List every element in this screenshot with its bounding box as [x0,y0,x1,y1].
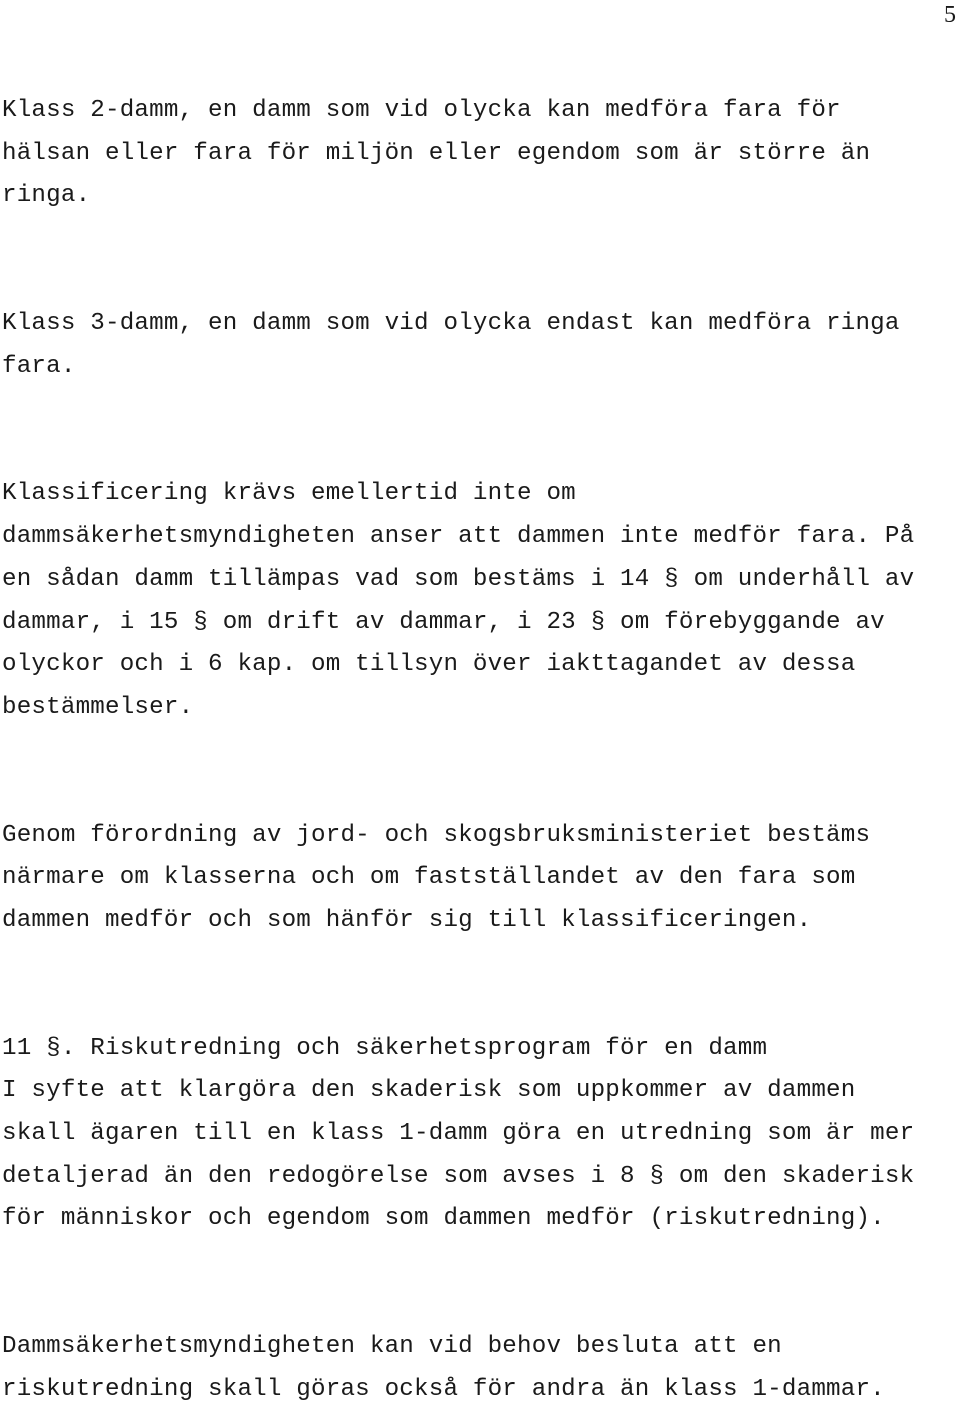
text-line: Klass 2-damm, en damm som vid olycka kan medföra fara för [2,97,841,124]
text-line: ringa. [2,182,91,210]
text-line: dammen medför och som hänför sig till klassificeringen. [2,906,812,934]
text-line: Dammsäkerhetsmyndigheten kan vid behov besluta att en [2,1333,782,1361]
text-line: hälsan eller fara för miljön eller egendom som är större än [2,139,871,167]
text-line: detaljerad än den redogörelse som avses i 8 § om den skaderisk [2,1162,915,1190]
text-line: Genom förordning av jord- och skogsbruksministeriet bestäms [2,821,871,849]
text-line: bestämmelser. [2,693,194,721]
text-line: en sådan damm tillämpas vad som bestäms i 14 § om underhåll av [2,565,915,593]
text-line: I syfte att klargöra den skaderisk som uppkommer av dammen [2,1077,856,1105]
text-line: olyckor och i 6 kap. om tillsyn över iakttagandet av dessa [2,651,856,679]
paragraph-klassificering [2,473,952,729]
text-line: dammsäkerhetsmyndigheten anser att dammen inte medför fara. På [2,523,915,551]
paragraph-forordning [2,815,952,943]
paragraph-klass-3 [2,303,952,388]
paragraph-klass-2 [2,90,952,218]
text-line: dammar, i 15 § om drift av dammar, i 23 § om förebyggande av [2,608,885,636]
text-line: närmare om klasserna och om fastställandet av den fara som [2,864,856,892]
document-body [2,90,952,1411]
text-line: Klassificering krävs emellertid inte om [2,480,576,508]
paragraph-section-11 [2,1028,952,1241]
text-line: fara. [2,352,76,380]
paragraph-myndigheten [2,1326,952,1411]
text-line: skall ägaren till en klass 1-damm göra en utredning som är mer [2,1120,915,1147]
text-line: för människor och egendom som dammen medför (riskutredning). [2,1205,885,1233]
page-number: 5 [944,2,956,28]
section-heading: 11 §. Riskutredning och säkerhetsprogram för en damm [2,1034,768,1062]
text-line: Klass 3-damm, en damm som vid olycka endast kan medföra ringa [2,310,900,338]
text-line: riskutredning skall göras också för andra än klass 1-dammar. [2,1375,885,1403]
